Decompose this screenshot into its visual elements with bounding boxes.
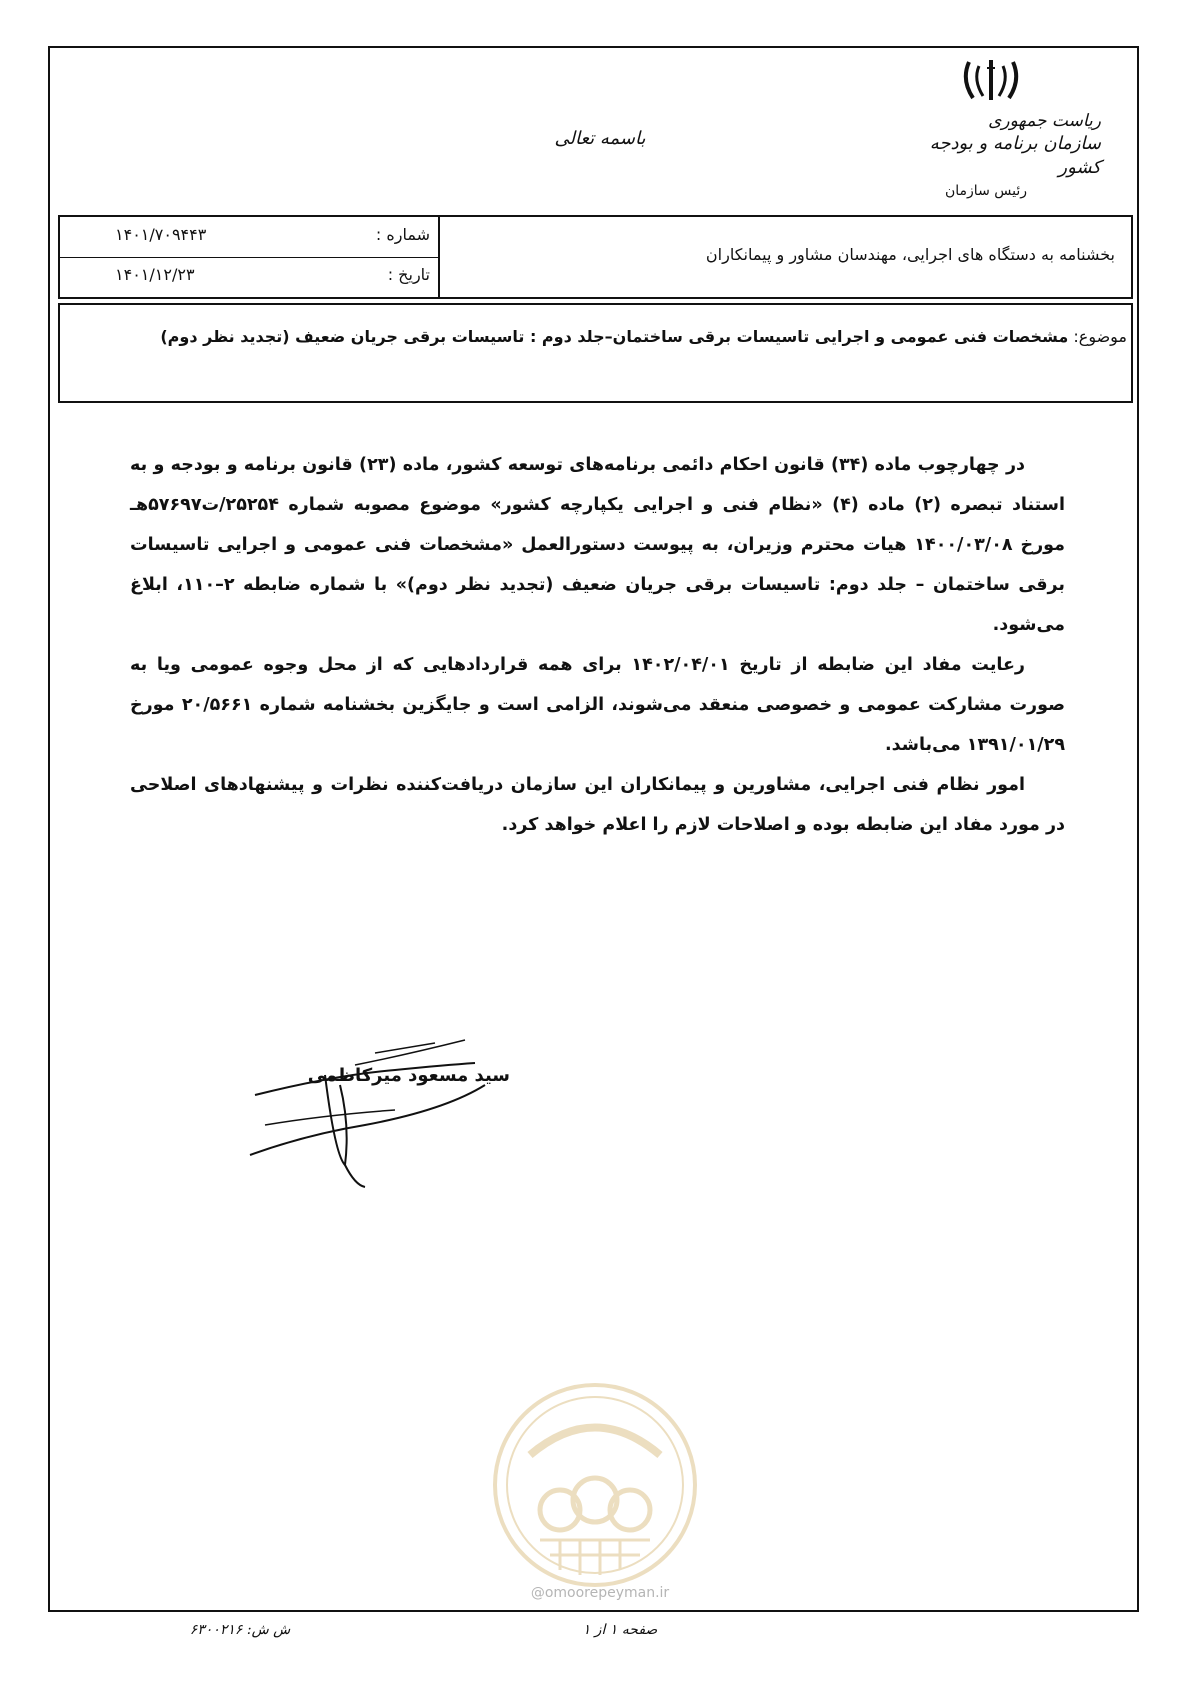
body-paragraph-1: در چهارچوب ماده (۳۴) قانون احکام دائمی برنامه‌های توسعه کشور، ماده (۲۳) قانون برنامه و بودجه و به استناد تبصره (۲) ماده (۴) «نظام فنی و اجرایی یکپارچه کشور» موضوع مصوبه شماره ۲۵۲۵۴/ت۵۷۶۹۷هـ مورخ ۱۴۰۰/۰۳/۰۸ هیات محترم وزیران، به پیوست دستورالعمل «مشخصات فنی عمومی و اجرایی تاسیسات برقی ساختمان – جلد دوم: تاسیسات برقی جریان ضعیف (تجدید نظر دوم)» با شماره ضابطه ۲–۱۱۰، ابلاغ می‌شود.: [130, 455, 1066, 635]
subject-label: موضوع:: [1073, 327, 1127, 346]
footer-page-number: صفحه ۱ از ۱: [582, 1622, 658, 1638]
footer-serial: ش ش: ۶۳۰۰۲۱۶: [189, 1622, 291, 1638]
iran-emblem-icon: [961, 58, 1021, 102]
subject-box: [58, 303, 1133, 403]
handwritten-signature-icon: [245, 1015, 505, 1190]
subject-line: [160, 327, 1127, 346]
date-label: تاریخ :: [387, 265, 430, 284]
org-header: [901, 110, 1101, 202]
number-value: ۱۴۰۱/۷۰۹۴۴۳: [115, 225, 207, 244]
date-value: ۱۴۰۱/۱۲/۲۳: [115, 265, 195, 284]
basmala: باسمه تعالی: [554, 128, 646, 149]
number-row: [60, 217, 438, 258]
watermark-site: @omoorepeyman.ir: [530, 1585, 670, 1601]
date-row: [60, 257, 438, 297]
subject-text: مشخصات فنی عمومی و اجرایی تاسیسات برقی ساختمان–جلد دوم : تاسیسات برقی جریان ضعیف (تجدید نظر دوم): [160, 327, 1069, 346]
org-presidency: ریاست جمهوری: [988, 111, 1101, 131]
omoore-peyman-seal-icon: [490, 1380, 700, 1590]
recipient-text: بخشنامه به دستگاه های اجرایی، مهندسان مشاور و پیمانکاران: [705, 245, 1115, 264]
signer-name: سید مسعود میرکاظمی: [307, 1065, 510, 1086]
org-head-title: رئیس سازمان: [945, 183, 1027, 199]
body-paragraph-3: امور نظام فنی اجرایی، مشاورین و پیمانکاران این سازمان دریافت‌کننده نظرات و پیشنهادهای اصلاحی در مورد مفاد این ضابطه بوده و اصلاحات لازم را اعلام خواهد کرد.: [130, 775, 1065, 835]
letter-header-table: [58, 215, 1133, 299]
number-label: شماره :: [375, 225, 430, 244]
letter-body: [130, 445, 1065, 845]
body-paragraph-2: رعایت مفاد این ضابطه از تاریخ ۱۴۰۲/۰۴/۰۱ برای همه قراردادهایی که از محل وجوه عمومی ویا به صورت مشارکت عمومی و خصوصی منعقد می‌شوند، الزامی است و جایگزین بخشنامه شماره ۲۰/۵۶۶۱ مورخ ۱۳۹۱/۰۱/۲۹ می‌باشد.: [130, 655, 1065, 755]
org-name: سازمان برنامه و بودجه کشور: [929, 133, 1101, 178]
reference-cell: [60, 217, 440, 297]
